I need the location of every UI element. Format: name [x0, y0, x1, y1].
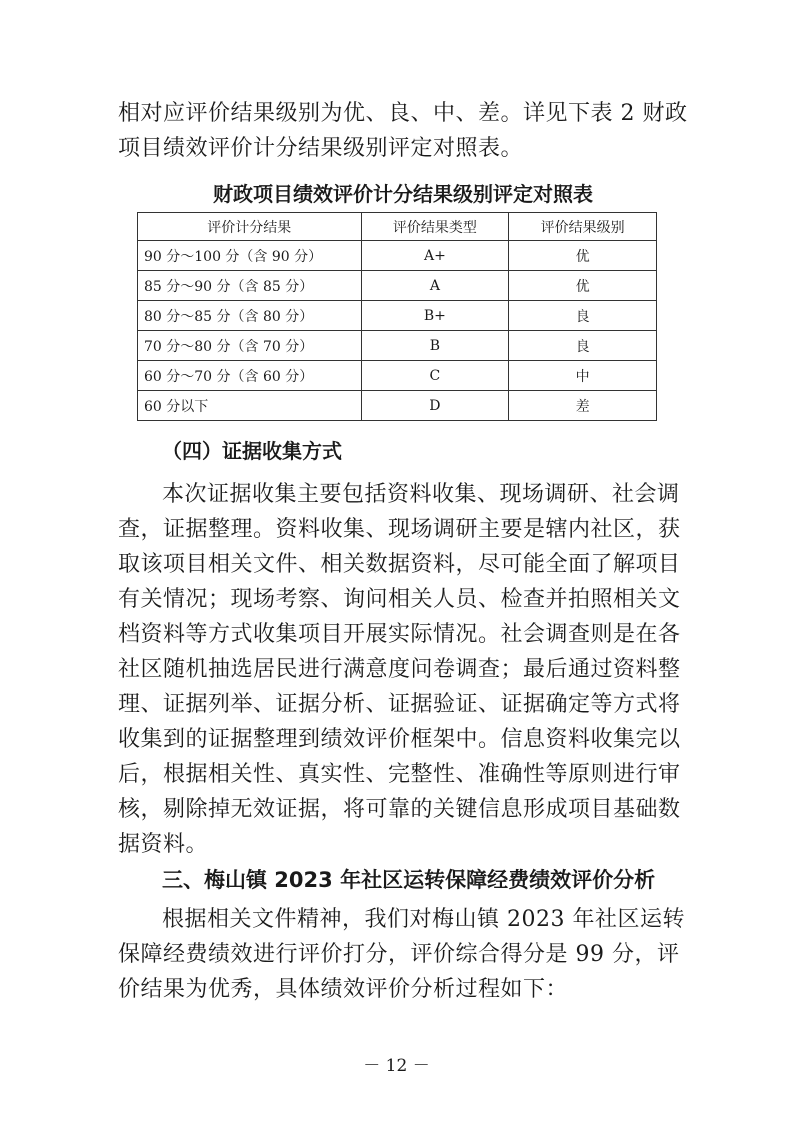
table-row — [138, 331, 657, 361]
cell-type: B+ — [361, 301, 509, 331]
cell-type: D — [361, 391, 509, 421]
cell-score: 60 分以下 — [138, 391, 362, 421]
cell-level: 优 — [509, 271, 657, 301]
table-title: 财政项目绩效评价计分结果级别评定对照表 — [213, 182, 593, 206]
cell-type: A+ — [361, 241, 509, 271]
table-row — [138, 301, 657, 331]
cell-level: 优 — [509, 241, 657, 271]
table-row — [138, 391, 657, 421]
cell-level: 差 — [509, 391, 657, 421]
cell-level: 良 — [509, 331, 657, 361]
cell-score: 60 分～70 分（含 60 分） — [138, 361, 362, 391]
intro-paragraph: 相对应评价结果级别为优、良、中、差。详见下表 2 财政项目绩效评价计分结果级别评定对照表。 — [118, 101, 688, 161]
table-row — [138, 271, 657, 301]
table-row — [138, 241, 657, 271]
cell-score: 90 分～100 分（含 90 分） — [138, 241, 362, 271]
grade-table — [137, 212, 657, 421]
cell-type: A — [361, 271, 509, 301]
header-type: 评价结果类型 — [361, 213, 509, 241]
evidence-paragraph: 本次证据收集主要包括资料收集、现场调研、社会调查，证据整理。资料收集、现场调研主要是辖内社区，获取该项目相关文件、相关数据资料，尽可能全面了解项目有关情况；现场考察、询问相关人员、检查并拍照相关文档资料等方式收集项目开展实际情况。社会调查则是在各社区随机抽选居民进行满意度问卷调查；最后通过资料整理、证据列举、证据分析、证据验证、证据确定等方式将收集到的证据整理到绩效评价框架中。信息资料收集完以后，根据相关性、真实性、完整性、准确性等原则进行审核，剔除掉无效证据，将可靠的关键信息形成项目基础数据资料。 — [118, 482, 681, 857]
cell-type: C — [361, 361, 509, 391]
cell-score: 80 分～85 分（含 80 分） — [138, 301, 362, 331]
cell-level: 良 — [509, 301, 657, 331]
header-score: 评价计分结果 — [138, 213, 362, 241]
section-heading-evidence: （四）证据收集方式 — [162, 439, 342, 463]
cell-type: B — [361, 331, 509, 361]
page-number: － 12 － — [363, 1056, 430, 1076]
cell-score: 70 分～80 分（含 70 分） — [138, 331, 362, 361]
header-level: 评价结果级别 — [509, 213, 657, 241]
table-header-row — [138, 213, 657, 241]
section-heading-analysis: 三、梅山镇 2023 年社区运转保障经费绩效评价分析 — [162, 868, 656, 892]
table-row — [138, 361, 657, 391]
cell-level: 中 — [509, 361, 657, 391]
analysis-paragraph: 根据相关文件精神，我们对梅山镇 2023 年社区运转保障经费绩效进行评价打分，评价综合得分是 99 分，评价结果为优秀，具体绩效评价分析过程如下： — [118, 907, 685, 1002]
cell-score: 85 分～90 分（含 85 分） — [138, 271, 362, 301]
